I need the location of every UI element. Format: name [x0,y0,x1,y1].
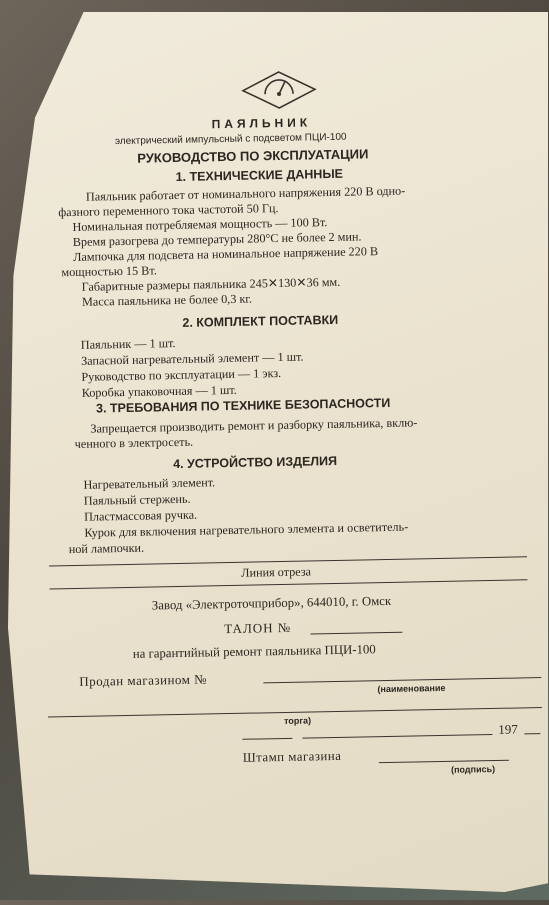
section-3-line: ченного в электросеть. [74,434,194,451]
factory-logo-icon [239,69,320,111]
sold-by-label: Продан магазином № [79,671,208,689]
signature-blank[interactable] [379,760,509,763]
section-1-title: 1. ТЕХНИЧЕСКИЕ ДАННЫЕ [175,166,344,184]
section-4-line: ной лампочки. [68,540,145,557]
talon-label: ТАЛОН № [224,619,292,637]
section-2-line: Коробка упаковочная — 1 шт. [81,382,237,400]
section-2-line: Руководство по эксплуатации — 1 экз. [81,365,282,384]
section-1-line: Номинальная потребляемая мощность — 100 Вт. [72,215,328,234]
document-subtitle: электрический импульсный с подсветом ПЦИ-100 [114,131,347,148]
section-4-line: Паяльный стержень. [83,491,191,508]
warranty-purpose: на гарантийный ремонт паяльника ПЦИ-100 [132,642,376,661]
store-number-blank[interactable] [263,677,541,683]
store-name-hint: (наименование [377,682,446,695]
talon-number-blank[interactable] [310,632,402,635]
factory-address: Завод «Электроточприбор», 644010, г. Омск [151,593,392,613]
section-1-line: Масса паяльника не более 0,3 кг. [81,291,253,309]
document-title: ПАЯЛЬНИК [211,115,312,132]
year-prefix: 197 [498,721,518,737]
date-month-blank[interactable] [302,734,492,739]
section-3-title: 3. ТРЕБОВАНИЯ ПО ТЕХНИКЕ БЕЗОПАСНОСТИ [95,395,391,416]
section-1-line: Габаритные размеры паяльника 245✕130✕36 мм. [81,274,341,294]
date-day-blank[interactable] [242,738,292,740]
section-3-line: Запрещается производить ремонт и разборку паяльника, вклю- [90,415,418,436]
section-4-title: 4. УСТРОЙСТВО ИЗДЕЛИЯ [172,453,338,472]
signature-hint: (подпись) [450,763,496,775]
section-2-title: 2. КОМПЛЕКТ ПОСТАВКИ [182,312,339,330]
manual-heading: РУКОВОДСТВО ПО ЭКСПЛУАТАЦИИ [137,146,369,166]
section-2-line: Запасной нагревательный элемент — 1 шт. [80,349,304,368]
store-stamp-label: Штамп магазина [242,748,342,765]
section-4-line: Нагревательный элемент. [83,475,216,492]
section-1-line: Время разогрева до температуры 280°С не более 2 мин. [72,229,362,249]
torg-hint: торга) [283,715,312,726]
section-2-line: Паяльник — 1 шт. [80,336,176,352]
section-1-line: фазного переменного тока частотой 50 Гц. [58,201,279,220]
section-1-line: мощностью 15 Вт. [61,263,157,280]
year-blank[interactable] [524,733,540,734]
section-1-line: Лампочка для подсвета на номинальное напряжение 220 В [73,244,379,264]
cut-line-label: Линия отреза [241,564,312,580]
section-1-line: Паяльник работает от номинального напряжения 220 В одно- [85,183,406,204]
section-4-line: Курок для включения нагревательного элемента и осветитель- [84,519,409,540]
cut-line-bottom [49,579,527,589]
section-4-line: Пластмассовая ручка. [83,507,198,524]
